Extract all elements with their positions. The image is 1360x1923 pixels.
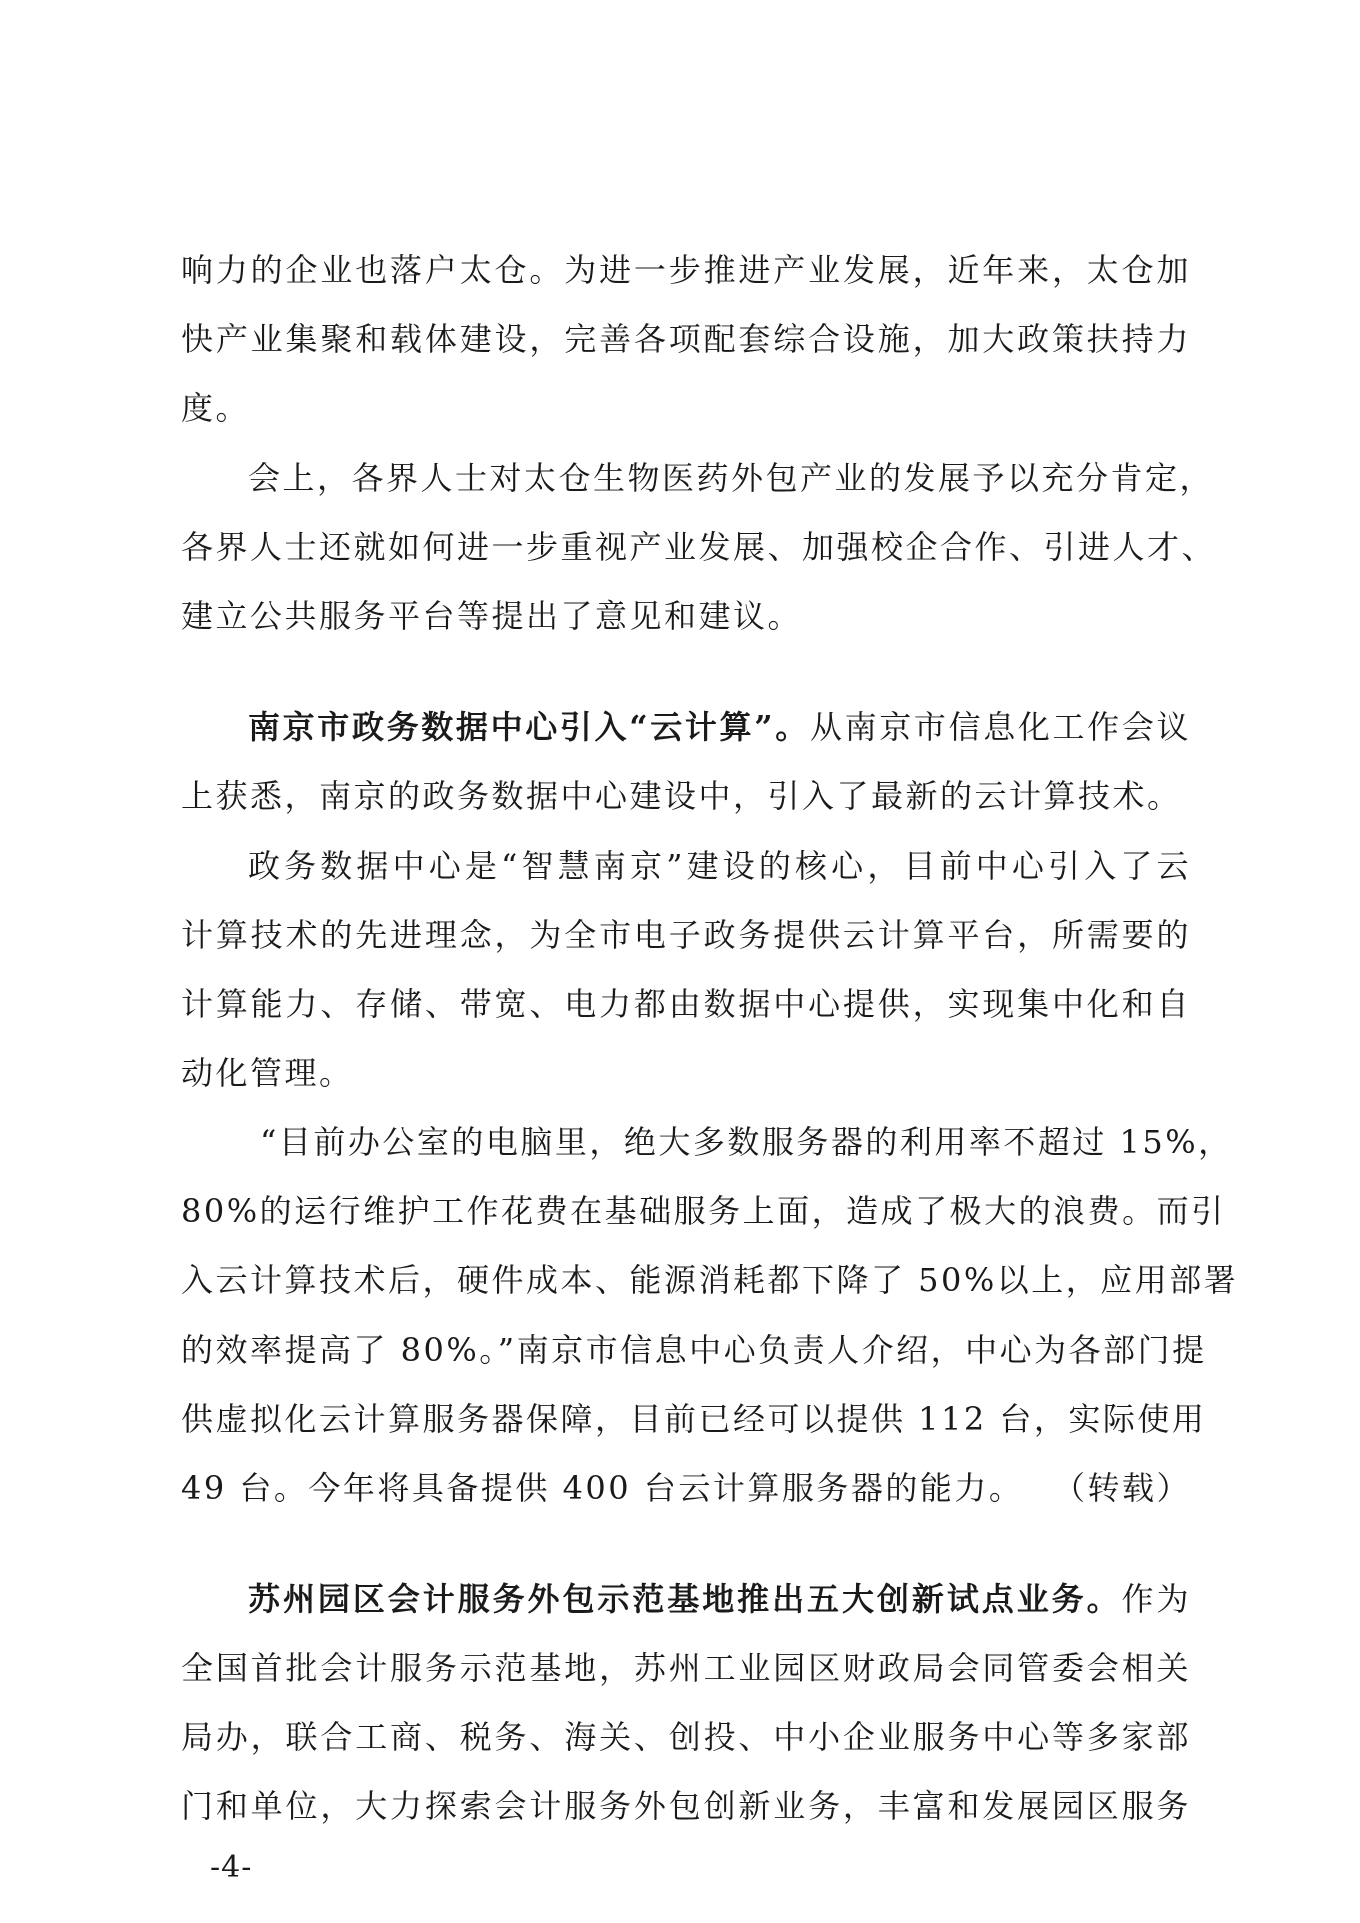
paragraph-line: 响力的企业也落户太仓。为进一步推进产业发展，近年来，太仓加: [181, 251, 1191, 289]
source-attribution: （转载）: [1052, 1469, 1191, 1507]
section-heading-line: [248, 707, 1191, 747]
paragraph-line: 全国首批会计服务示范基地，苏州工业园区财政局会同管委会相关: [181, 1649, 1191, 1687]
paragraph-line: 局办，联合工商、税务、海关、创投、中小企业服务中心等多家部: [181, 1718, 1191, 1756]
paragraph-line: 的效率提高了 80%。”南京市信息中心负责人介绍，中心为各部门提: [181, 1331, 1207, 1369]
paragraph-line-text: 49 台。今年将具备提供 400 台云计算服务器的能力。: [181, 1469, 1024, 1507]
paragraph-line: 入云计算技术后，硬件成本、能源消耗都下降了 50%以上，应用部署: [181, 1261, 1239, 1299]
paragraph-line: 各界人士还就如何进一步重视产业发展、加强校企合作、引进人才、: [181, 528, 1217, 566]
paragraph-line: 上获悉，南京的政务数据中心建设中，引入了最新的云计算技术。: [181, 777, 1182, 815]
section-heading: 苏州园区会计服务外包示范基地推出五大创新试点业务。: [248, 1580, 1122, 1618]
paragraph-line: 动化管理。: [181, 1054, 354, 1092]
paragraph-line: 政务数据中心是“智慧南京”建设的核心，目前中心引入了云: [248, 847, 1191, 885]
paragraph-line: 计算能力、存储、带宽、电力都由数据中心提供，实现集中化和自: [181, 985, 1191, 1023]
section-heading: 南京市政务数据中心引入“云计算”。: [248, 708, 810, 746]
paragraph-line: 计算技术的先进理念，为全市电子政务提供云计算平台，所需要的: [181, 916, 1191, 954]
heading-continuation: 作为: [1121, 1580, 1191, 1618]
paragraph-line: “目前办公室的电脑里，绝大多数服务器的利用率不超过 15%，: [260, 1123, 1233, 1161]
section-heading-line: [248, 1579, 1191, 1619]
paragraph-line: 门和单位，大力探索会计服务外包创新业务，丰富和发展园区服务: [181, 1787, 1191, 1825]
paragraph-line: 快产业集聚和载体建设，完善各项配套综合设施，加大政策扶持力: [181, 320, 1191, 358]
page-number: -4-: [210, 1850, 253, 1885]
paragraph-line: 80%的运行维护工作花费在基础服务上面，造成了极大的浪费。而引: [181, 1192, 1226, 1230]
paragraph-line: 建立公共服务平台等提出了意见和建议。: [181, 597, 803, 635]
paragraph-line: 会上，各界人士对太仓生物医药外包产业的发展予以充分肯定，: [248, 459, 1215, 497]
paragraph-line: 度。: [181, 389, 251, 427]
paragraph-line: 供虚拟化云计算服务器保障，目前已经可以提供 112 台，实际使用: [181, 1400, 1207, 1438]
heading-continuation: 从南京市信息化工作会议: [809, 708, 1191, 746]
paragraph-line-with-attribution: [181, 1468, 1191, 1508]
